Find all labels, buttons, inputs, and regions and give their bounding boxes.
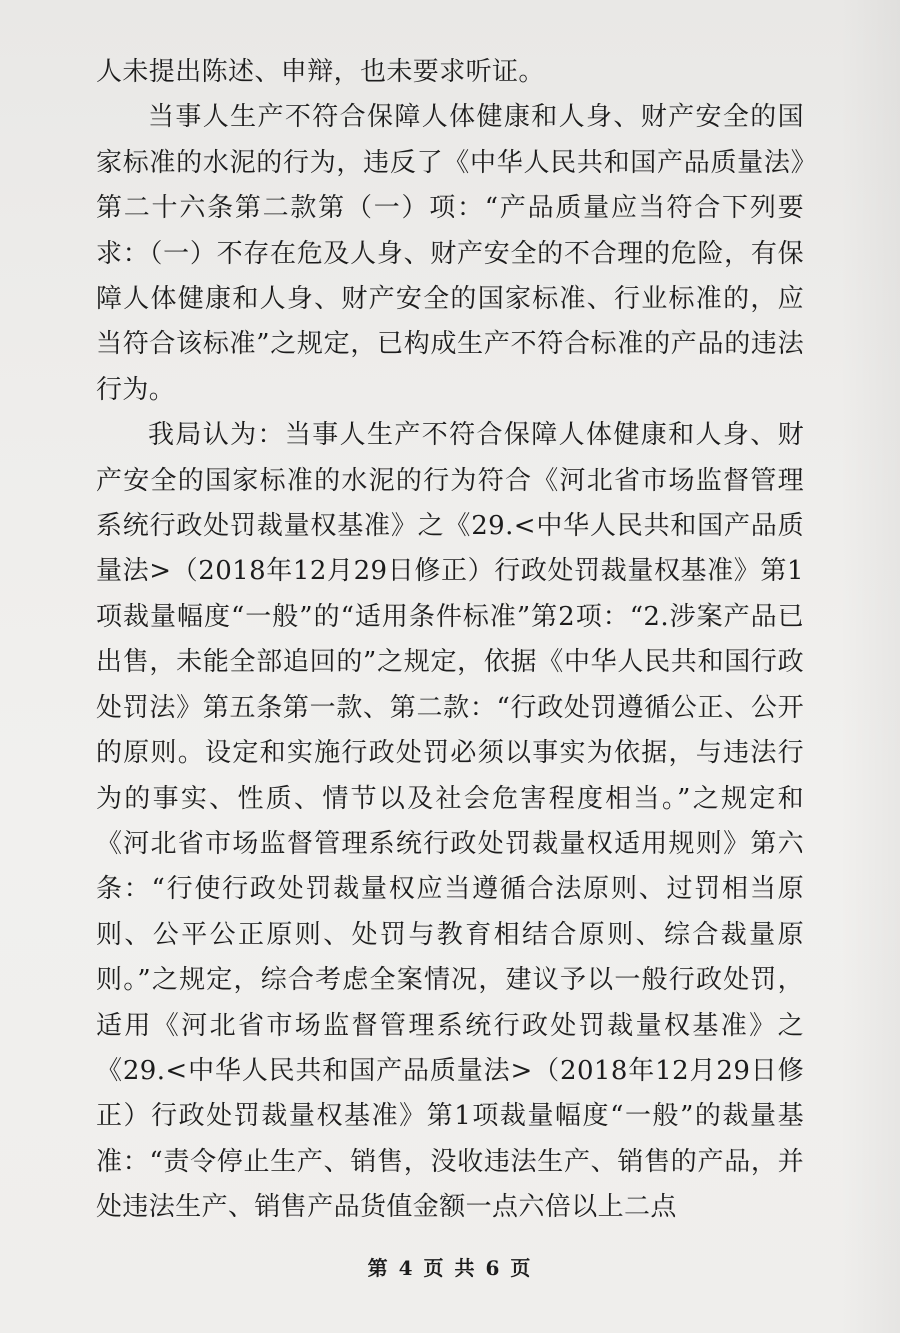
page-number-footer: 第 4 页 共 6 页 — [367, 1256, 533, 1280]
page-edge-shadow — [840, 0, 900, 1333]
paragraph-1: 人未提出陈述、申辩，也未要求听证。 — [96, 57, 545, 87]
document-body — [96, 50, 804, 1231]
paragraph-2: 当事人生产不符合保障人体健康和人身、财产安全的国家标准的水泥的行为，违反了《中华人民共和国产品质量法》第二十六条第二款第（一）项：“产品质量应当符合下列要求：（一）不存在危及人身、财产安全的不合理的危险，有保障人体健康和人身、财产安全的国家标准、行业标准的，应当符合该标准”之规定，已构成生产不符合标准的产品的违法行为。 — [96, 102, 804, 405]
paragraph-3: 我局认为：当事人生产不符合保障人体健康和人身、财产安全的国家标准的水泥的行为符合《河北省市场监督管理系统行政处罚裁量权基准》之《29.<中华人民共和国产品质量法>（2018年12月29日修正）行政处罚裁量权基准》第1项裁量幅度“一般”的“适用条件标准”第2项：“2.涉案产品已出售，未能全部追回的”之规定，依据《中华人民共和国行政处罚法》第五条第一款、第二款：“行政处罚遵循公正、公开的原则。设定和实施行政处罚必须以事实为依据，与违法行为的事实、性质、情节以及社会危害程度相当。”之规定和《河北省市场监督管理系统行政处罚裁量权适用规则》第六条：“行使行政处罚裁量权应当遵循合法原则、过罚相当原则、公平公正原则、处罚与教育相结合原则、综合裁量原则。”之规定，综合考虑全案情况，建议予以一般行政处罚，适用《河北省市场监督管理系统行政处罚裁量权基准》之《29.<中华人民共和国产品质量法>（2018年12月29日修正）行政处罚裁量权基准》第1项裁量幅度“一般”的裁量基准：“责令停止生产、销售，没收违法生产、销售的产品，并处违法生产、销售产品货值金额一点六倍以上二点 — [96, 420, 804, 1223]
